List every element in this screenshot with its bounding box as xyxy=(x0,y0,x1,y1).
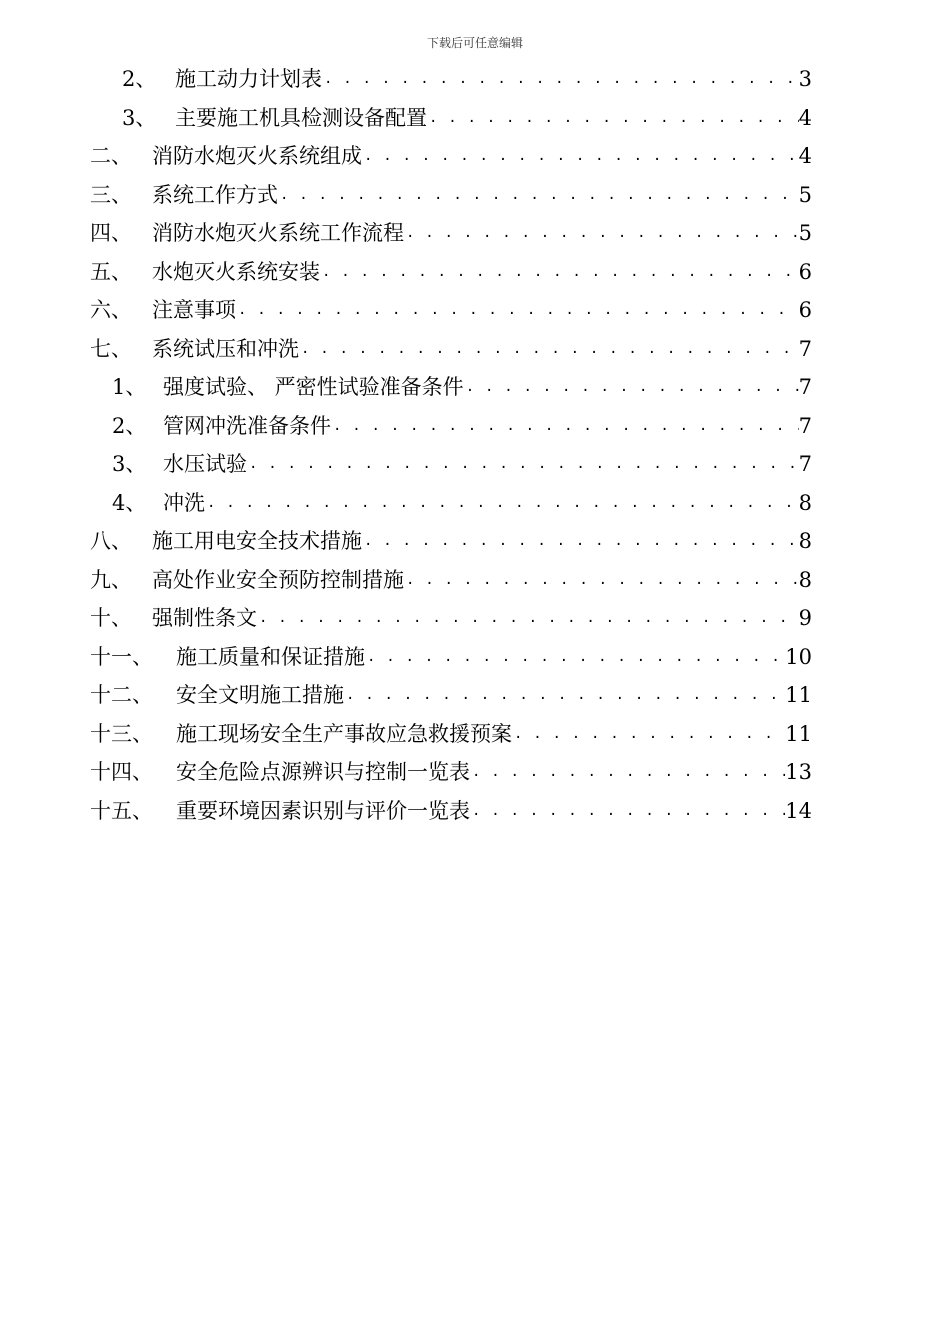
toc-entry-page-number: 8 xyxy=(798,529,812,553)
toc-entry[interactable] xyxy=(0,792,950,831)
toc-dot-leader xyxy=(365,638,785,677)
toc-entry-title: 消防水炮灭火系统工作流程 xyxy=(152,221,404,245)
toc-entry-number: 1、 xyxy=(112,375,147,399)
toc-dot-leader xyxy=(205,484,799,523)
toc-entry-title: 强度试验、 严密性试验准备条件 xyxy=(163,375,464,399)
toc-dot-leader xyxy=(427,99,799,138)
toc-entry-number: 3、 xyxy=(122,105,157,130)
table-of-contents xyxy=(0,60,950,830)
toc-entry-number: 七、 xyxy=(90,336,132,361)
toc-entry-number: 2、 xyxy=(122,67,157,91)
toc-entry-page-number: 5 xyxy=(798,182,812,207)
toc-entry-page-number: 11 xyxy=(785,721,812,746)
toc-entry-title: 管网冲洗准备条件 xyxy=(163,413,331,438)
toc-entry-title: 安全文明施工措施 xyxy=(176,683,344,707)
toc-entry-page-number: 9 xyxy=(798,606,812,630)
toc-entry[interactable] xyxy=(0,638,950,677)
toc-entry-title: 施工现场安全生产事故应急救援预案 xyxy=(176,721,512,746)
toc-entry-page-number: 7 xyxy=(798,336,812,361)
toc-dot-leader xyxy=(322,60,799,99)
toc-entry-number: 十四、 xyxy=(90,760,153,784)
toc-entry-title: 冲洗 xyxy=(163,490,205,515)
toc-dot-leader xyxy=(331,407,799,446)
toc-entry-number: 六、 xyxy=(90,298,132,322)
toc-entry-page-number: 7 xyxy=(798,452,812,476)
toc-entry-page-number: 4 xyxy=(798,144,812,168)
toc-dot-leader xyxy=(344,676,785,715)
toc-entry-number: 十二、 xyxy=(90,683,153,707)
toc-entry[interactable] xyxy=(0,445,950,484)
toc-dot-leader xyxy=(257,599,799,638)
toc-entry-page-number: 4 xyxy=(798,105,812,130)
toc-entry-title: 系统工作方式 xyxy=(152,182,278,207)
toc-dot-leader xyxy=(464,368,799,407)
toc-dot-leader xyxy=(470,753,785,792)
toc-entry-number: 三、 xyxy=(90,182,132,207)
toc-entry[interactable] xyxy=(0,99,950,138)
toc-entry-title: 施工质量和保证措施 xyxy=(176,644,365,669)
toc-entry-number: 十三、 xyxy=(90,721,153,746)
toc-dot-leader xyxy=(362,522,799,561)
toc-entry-page-number: 3 xyxy=(798,67,812,91)
toc-dot-leader xyxy=(512,715,785,754)
toc-entry-title: 安全危险点源辨识与控制一览表 xyxy=(176,760,470,784)
toc-entry-page-number: 6 xyxy=(798,298,812,322)
toc-entry[interactable] xyxy=(0,561,950,600)
toc-entry-number: 十、 xyxy=(90,606,132,630)
toc-entry[interactable] xyxy=(0,253,950,292)
toc-entry-page-number: 14 xyxy=(785,798,812,823)
toc-entry[interactable] xyxy=(0,484,950,523)
toc-entry-number: 五、 xyxy=(90,259,132,284)
toc-entry-number: 二、 xyxy=(90,144,132,168)
toc-entry-number: 2、 xyxy=(112,413,147,438)
toc-dot-leader xyxy=(320,253,799,292)
toc-dot-leader xyxy=(470,792,785,831)
toc-entry-number: 四、 xyxy=(90,221,132,245)
toc-entry-title: 水压试验 xyxy=(163,452,247,476)
toc-dot-leader xyxy=(278,176,799,215)
toc-entry-title: 消防水炮灭火系统组成 xyxy=(152,144,362,168)
toc-entry[interactable] xyxy=(0,291,950,330)
toc-entry-number: 4、 xyxy=(112,490,147,515)
toc-entry[interactable] xyxy=(0,137,950,176)
toc-entry-title: 重要环境因素识别与评价一览表 xyxy=(176,798,470,823)
toc-entry-page-number: 8 xyxy=(798,490,812,515)
toc-entry-title: 施工用电安全技术措施 xyxy=(152,529,362,553)
page-header: 下载后可任意编辑 xyxy=(426,36,523,50)
toc-entry-page-number: 13 xyxy=(785,760,812,784)
toc-entry-title: 施工动力计划表 xyxy=(175,67,322,91)
toc-entry[interactable] xyxy=(0,214,950,253)
toc-dot-leader xyxy=(404,214,799,253)
toc-dot-leader xyxy=(247,445,799,484)
toc-entry-number: 3、 xyxy=(112,452,147,476)
toc-entry-title: 系统试压和冲洗 xyxy=(152,336,299,361)
toc-entry-page-number: 10 xyxy=(785,644,812,669)
toc-dot-leader xyxy=(362,137,799,176)
toc-entry[interactable] xyxy=(0,330,950,369)
toc-entry[interactable] xyxy=(0,715,950,754)
toc-entry-number: 八、 xyxy=(90,529,132,553)
toc-entry[interactable] xyxy=(0,407,950,446)
toc-entry-title: 高处作业安全预防控制措施 xyxy=(152,567,404,592)
toc-dot-leader xyxy=(299,330,799,369)
toc-dot-leader xyxy=(404,561,799,600)
toc-entry-title: 强制性条文 xyxy=(152,606,257,630)
toc-entry-title: 水炮灭火系统安装 xyxy=(152,259,320,284)
toc-entry-page-number: 8 xyxy=(798,567,812,592)
toc-entry[interactable] xyxy=(0,60,950,99)
toc-entry-page-number: 11 xyxy=(785,683,812,707)
toc-entry-number: 九、 xyxy=(90,567,132,592)
toc-entry[interactable] xyxy=(0,599,950,638)
toc-entry-title: 主要施工机具检测设备配置 xyxy=(175,105,427,130)
toc-entry[interactable] xyxy=(0,522,950,561)
toc-entry[interactable] xyxy=(0,753,950,792)
toc-dot-leader xyxy=(236,291,799,330)
toc-entry-page-number: 7 xyxy=(798,375,812,399)
toc-entry-page-number: 5 xyxy=(798,221,812,245)
toc-entry-title: 注意事项 xyxy=(152,298,236,322)
toc-entry[interactable] xyxy=(0,676,950,715)
toc-entry-number: 十一、 xyxy=(90,644,153,669)
toc-entry[interactable] xyxy=(0,368,950,407)
toc-entry-page-number: 7 xyxy=(798,413,812,438)
toc-entry-number: 十五、 xyxy=(90,798,153,823)
toc-entry[interactable] xyxy=(0,176,950,215)
toc-entry-page-number: 6 xyxy=(798,259,812,284)
